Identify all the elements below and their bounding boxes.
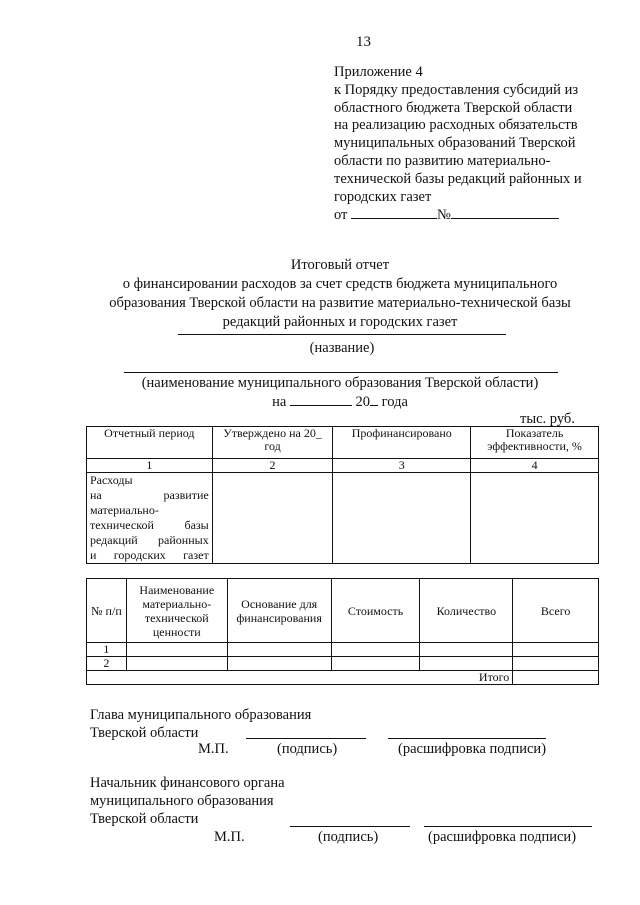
column-number: 2	[212, 459, 333, 473]
row-label-line: на развитие	[90, 488, 209, 502]
report-title-line: о финансировании расходов за счет средств бюджета муниципального	[122, 276, 558, 292]
decoding-line	[388, 738, 546, 739]
date-suffix: года	[381, 394, 408, 410]
stamp-label: М.П.	[198, 741, 229, 757]
financing-table	[86, 426, 599, 564]
table-cell	[126, 657, 227, 671]
appendix-line: областного бюджета Тверской области	[334, 99, 573, 116]
signature-title-line: Глава муниципального образования	[90, 707, 312, 723]
row-label-line: материально-	[90, 503, 159, 517]
signature-title-line: Начальник финансового органа	[90, 775, 285, 791]
header-cell: Количество	[420, 579, 513, 643]
decoding-caption: (расшифровка подписи)	[398, 741, 547, 757]
name-line	[178, 334, 506, 335]
appendix-line: на реализацию расходных обязательств	[334, 117, 578, 134]
signature-line	[246, 738, 366, 739]
table-row	[87, 643, 599, 657]
table-cell	[227, 657, 331, 671]
table-row	[87, 473, 599, 564]
column-number: 3	[333, 459, 471, 473]
signature-title-line: муниципального образования	[90, 793, 274, 809]
table-cell	[420, 657, 513, 671]
page-number: 13	[356, 34, 371, 50]
year-blank	[370, 393, 378, 406]
header-cell: Наименование материально-технической ценности	[126, 579, 227, 643]
financed-cell	[333, 473, 471, 564]
head-signature-title	[90, 706, 311, 742]
appendix-header	[334, 64, 624, 225]
appendix-line: области по развитию материально-	[334, 152, 551, 169]
header-cell: Всего	[513, 579, 599, 643]
number-blank	[451, 206, 559, 219]
signature-caption: (подпись)	[318, 829, 379, 845]
table-cell	[513, 643, 599, 657]
appendix-line: к Порядку предоставления субсидий из	[334, 81, 579, 98]
assets-table	[86, 578, 599, 685]
header-cell: Утверждено на 20_ год	[212, 427, 333, 459]
header-cell: Основание для финансирования	[227, 579, 331, 643]
row-label-line: и городских газет	[90, 548, 209, 562]
header-cell: Профинансировано	[333, 427, 471, 459]
column-number: 4	[471, 459, 599, 473]
row-label-line: технической базы	[90, 518, 209, 532]
report-title	[60, 256, 620, 332]
table-cell	[126, 643, 227, 657]
decoding-caption: (расшифровка подписи)	[428, 829, 577, 845]
name-caption: (название)	[309, 340, 375, 356]
signature-line	[290, 826, 410, 827]
report-title-line: редакций районных и городских газет	[222, 314, 458, 330]
report-title-line: образования Тверской области на развитие материально-технической базы	[109, 295, 571, 311]
appendix-line: муниципальных образований Тверской	[334, 135, 576, 152]
row-number: 1	[87, 643, 127, 657]
date-mid: 20	[355, 394, 371, 410]
appendix-line: технической базы редакций районных и	[334, 170, 582, 187]
mo-line	[124, 372, 558, 373]
table-cell	[227, 643, 331, 657]
row-number: 2	[87, 657, 127, 671]
table-cell	[331, 643, 420, 657]
mo-caption: (наименование муниципального образования Тверской области)	[141, 375, 539, 391]
stamp-label: М.П.	[214, 829, 245, 845]
total-label: Итого	[87, 671, 513, 685]
report-heading: Итоговый отчет	[290, 257, 390, 273]
appendix-date-number-line	[334, 206, 624, 225]
row-label-line: редакций районных	[90, 533, 209, 547]
table-cell	[420, 643, 513, 657]
table-header-row	[87, 427, 599, 459]
signature-title-line: Тверской области	[90, 811, 199, 827]
column-number: 1	[87, 459, 213, 473]
table-header-row	[87, 579, 599, 643]
header-cell: Стоимость	[331, 579, 420, 643]
date-prefix: на	[272, 394, 287, 410]
table-cell	[331, 657, 420, 671]
total-value-cell	[513, 671, 599, 685]
appendix-line: Приложение 4	[334, 64, 423, 80]
finance-signature-title	[90, 774, 285, 828]
decoding-line	[424, 826, 592, 827]
efficiency-cell	[471, 473, 599, 564]
appendix-line: городских газет	[334, 188, 432, 205]
date-blank	[290, 393, 352, 406]
approved-cell	[212, 473, 333, 564]
row-label-line: Расходы	[90, 473, 133, 487]
units-label: тыс. руб.	[520, 411, 575, 427]
total-row	[87, 671, 599, 685]
table-row	[87, 657, 599, 671]
header-cell: Отчетный период	[87, 427, 213, 459]
row-label	[87, 473, 213, 564]
number-label: №	[437, 207, 451, 224]
header-cell: № п/п	[87, 579, 127, 643]
header-cell: Показатель эффективности, %	[471, 427, 599, 459]
signature-title-line: Тверской области	[90, 725, 199, 741]
column-number-row	[87, 459, 599, 473]
table-cell	[513, 657, 599, 671]
signature-caption: (подпись)	[277, 741, 338, 757]
from-label: от	[334, 207, 348, 224]
date-blank	[351, 206, 437, 219]
report-date	[180, 393, 500, 411]
